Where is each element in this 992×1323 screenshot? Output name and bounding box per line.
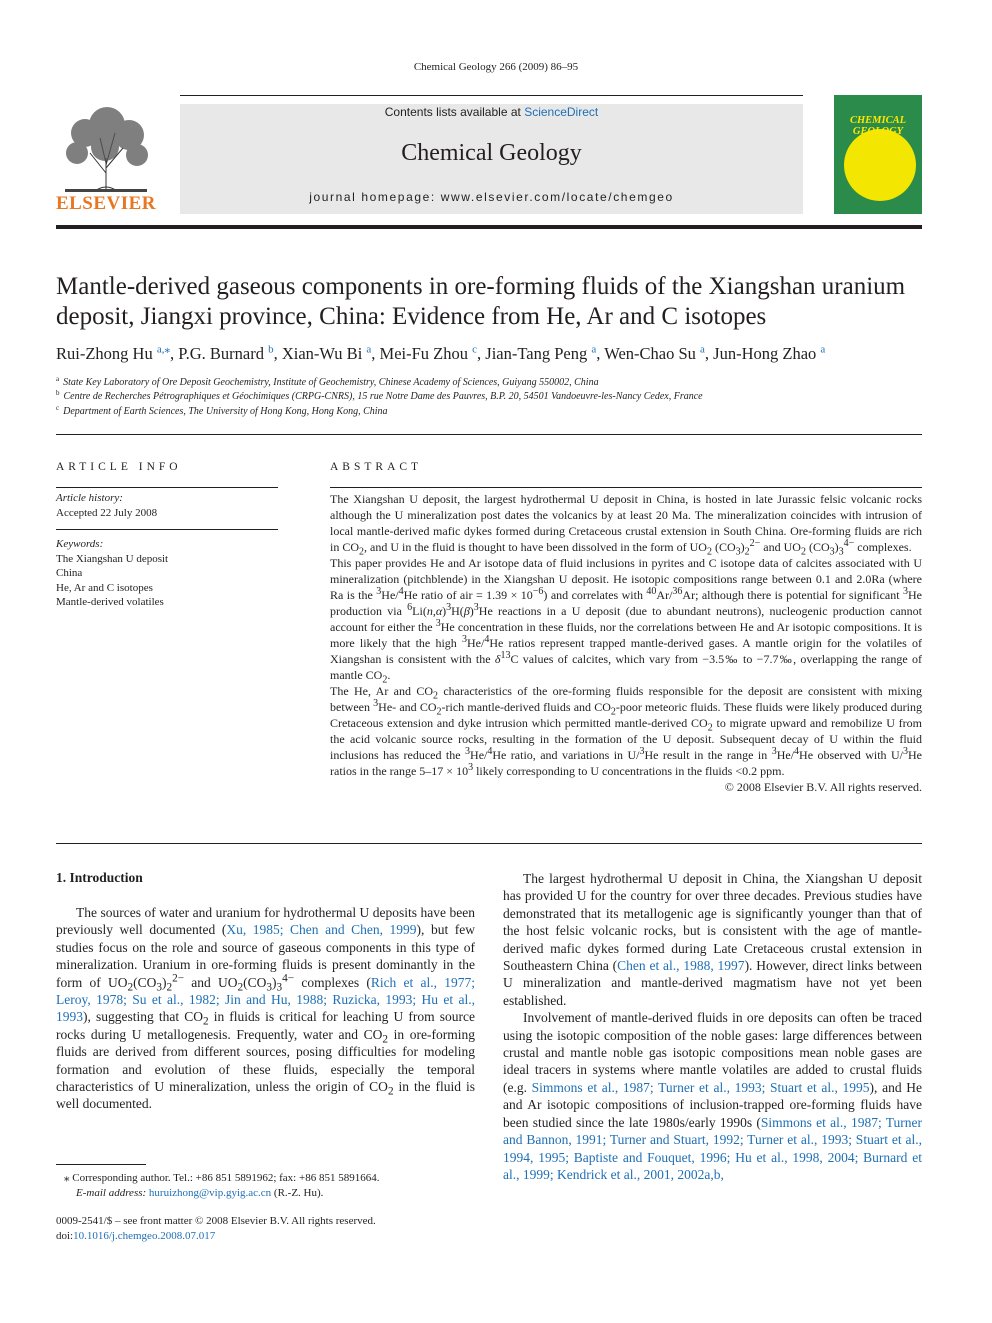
abstract-rule — [330, 487, 922, 488]
article-info-rule — [56, 487, 278, 488]
issn-line: 0009-2541/$ – see front matter © 2008 Elsevier B.V. All rights reserved. — [56, 1215, 376, 1227]
author[interactable]: Jun-Hong Zhao $^a$ — [713, 343, 826, 363]
journal-citation: Chemical Geology 266 (2009) 86–95 — [413, 61, 579, 73]
author[interactable]: Rui-Zhong Hu $^{a,⁎}$ — [56, 343, 170, 363]
author[interactable]: Mei-Fu Zhou $^c$ — [379, 343, 478, 363]
article-title: Mantle-derived gaseous components in ore-forming fluids of the Xiangshan uranium deposit, Jiangxi province, China: Evidence from He, Ar and C isotopes — [56, 273, 906, 330]
front-matter — [56, 1214, 476, 1244]
abstract-heading: ABSTRACT — [330, 461, 423, 473]
abstract-paragraph: The He, Ar and $CO_2$ characteristics of the ore-forming fluids responsible for the deposit are consistent with mixing between $^3$He- and $CO_2$-rich mantle-derived fluids and $CO_2$-poor meteoric fluids. These fluids were likely produced during Cretaceous extension and dyke intrusion which permitted mantle-derived $CO_2$ to migrate upward and remobilize U from the acid volcanic source rocks, resulting in the formation of the U deposit. Subsequent decay of U within the fluid inclusions has reduced the $^3$He/$^4$He ratio, and variations in U/$^3$He result in the range in $^3$He/$^4$He observed with U/$^3$He ratios in the range $5-17 \times 10^3$ likely corresponding to U concentrations in the fluids <0.2 ppm. — [330, 684, 923, 778]
keyword: Mantle-derived volatiles — [56, 596, 164, 608]
email-link[interactable]: huruizhong@vip.gyig.ac.cn — [148, 1187, 272, 1199]
email-line: E-mail address: huruizhong@vip.gyig.ac.cn (R.-Z. Hu). — [76, 1187, 324, 1199]
cover-title-line2: GEOLOGY — [852, 126, 904, 137]
keywords-block — [56, 537, 278, 610]
doi-line: doi:10.1016/j.chemgeo.2008.07.017 — [56, 1230, 216, 1242]
elsevier-logo[interactable] — [55, 103, 157, 215]
body-paragraph: The largest hydrothermal U deposit in China, the Xiangshan U deposit has provided U for the country for over three decades. Previous studies have demonstrated that its metallogenic age is significantly younger than that of the host felsic volcanic rocks, but is consistent with the age of mantle-derived mafic dykes formed during Late Cretaceous crustal extension in Southeastern China (Chen et al., 1988, 1997). However, direct links between U mineralization and mantle-derived magmatism have not yet been established. — [503, 871, 923, 1008]
article-history — [56, 491, 278, 520]
footnote-corresponding — [64, 1171, 484, 1201]
keyword: The Xiangshan U deposit — [56, 552, 169, 565]
journal-cover-thumbnail[interactable] — [834, 95, 922, 214]
body-rule — [56, 843, 922, 844]
author-list: Rui-Zhong Hu $^{a,⁎}$, P.G. Burnard $^b$, Xian-Wu Bi $^a$, Mei-Fu Zhou $^c$, Jian-Tang Peng $^a$, Wen-Chao Su $^a$, Jun-Hong Zhao $^a$ — [56, 343, 826, 363]
intro-left-column — [56, 904, 475, 1113]
abstract-paragraph: This paper provides He and Ar isotope data of fluid inclusions in pyrites and C isotope data of calcites associated with U mineralization (pitchblende) in the Xiangshan U deposit. He isotopic compositions range between 0.1 and 2.0Ra (where Ra is the $^3$He/$^4$He ratio of air = $1.39 \times 10^{-6}$) and correlates with $^{40}$Ar/$^{36}$Ar; although there is potential for significant $^3$He production via $^6Li(n,\alpha)^3H(\beta)^3He$ reactions in a U deposit (due to abundant neutrons), nucleogenic production cannot account for either the $^3$He concentration in these fluids, nor the correlations between He and Ar isotopic compositions. It is more likely that the high $^3$He/$^4$He ratios represent trapped mantle-derived gases. A mantle origin for the volatiles of Xiangshan is consistent with the $\delta^{13}C$ values of calcites, which vary from −3.5‰ to −7.7‰, overlapping the range of mantle $CO_2$. — [330, 556, 923, 686]
keywords-label: Keywords: — [56, 538, 104, 550]
doi-link[interactable]: 10.1016/j.chemgeo.2008.07.017 — [73, 1230, 216, 1242]
abstract-body — [330, 491, 922, 795]
header-rule — [180, 95, 803, 96]
keyword: China — [56, 567, 83, 579]
publisher-name: ELSEVIER — [55, 193, 157, 214]
author[interactable]: Wen-Chao Su $^a$ — [604, 343, 705, 363]
journal-title: Chemical Geology — [401, 140, 582, 166]
copyright-notice: © 2008 Elsevier B.V. All rights reserved. — [724, 780, 922, 794]
author[interactable]: P.G. Burnard $^b$ — [178, 343, 274, 363]
abstract-paragraph: The Xiangshan U deposit, the largest hydrothermal U deposit in China, is hosted in late Jurassic felsic volcanic rocks although the U mineralization post dates the volcanics by at least 20 Ma. The mineralization coincides with intrusion of local mantle-derived mafic dykes formed during Cretaceous crustal extension in South China. Ore-forming fluids are rich in $CO_2$, and U in the fluid is thought to have been dissolved in the form of $UO_2$ $(CO_3)_2^{2-}$ and $UO_2$ $(CO_3)_3^{4-}$ complexes. — [330, 492, 922, 558]
author[interactable]: Xian-Wu Bi $^a$ — [281, 343, 372, 363]
affiliation: $^c$ Department of Earth Sciences, The University of Hong Kong, Hong Kong, China — [56, 403, 388, 417]
keyword: He, Ar and C isotopes — [56, 581, 153, 594]
intro-right-column — [503, 870, 922, 1183]
article-info-heading: ARTICLE INFO — [56, 461, 182, 473]
journal-homepage[interactable]: journal homepage: www.elsevier.com/locate/chemgeo — [309, 190, 674, 204]
sciencedirect-link[interactable]: ScienceDirect — [524, 105, 599, 119]
cover-circle-graphic — [844, 129, 916, 201]
author[interactable]: Jian-Tang Peng $^a$ — [485, 343, 597, 363]
corresponding-author: ⁎ Corresponding author. Tel.: +86 851 5891962; fax: +86 851 5891664. — [64, 1172, 380, 1184]
affiliation: $^b$ Centre de Recherches Pétrographiques et Géochimiques (CRPG-CNRS), 15 rue Notre Dame des Pauvres, B.P. 20, 54501 Vandoeuvre-les-Nancy Cedex, France — [56, 388, 703, 402]
keywords-rule — [56, 529, 278, 530]
affiliation: $^a$ State Key Laboratory of Ore Deposit Geochemistry, Institute of Geochemistry, Chinese Academy of Sciences, Guiyang 550002, China — [56, 374, 599, 388]
contents-prefix: Contents lists available at — [384, 105, 521, 119]
contents-line — [180, 105, 803, 119]
masthead-bottom-rule — [56, 225, 922, 229]
body-paragraph: Involvement of mantle-derived fluids in ore deposits can often be traced using the isotopic composition of the noble gases: large differences between crustal and mantle noble gas isotopic compositions mean noble gases are ideal tracers in systems where mantle volatiles are added to crustal fluids (e.g. Simmons et al., 1987; Turner et al., 1993; Stuart et al., 1995), and He and Ar isotopic compositions of inclusion-trapped ore-forming fluids have been studied since the late 1980s/early 1990s (Simmons et al., 1987; Turner and Bannon, 1991; Turner and Stuart, 1992; Turner et al., 1993; Stuart et al., 1994, 1995; Baptiste and Fouquet, 1996; Hu et al., 1998, 2004; Burnard et al., 1999; Kendrick et al., 2001, 2002a,b, — [503, 1010, 922, 1182]
section-heading: 1. Introduction — [56, 870, 143, 885]
cover-title-line1: CHEMICAL — [849, 115, 907, 126]
history-label: Article history: — [56, 492, 123, 504]
affiliation-rule — [56, 434, 922, 435]
accepted-date: Accepted 22 July 2008 — [56, 506, 158, 519]
footnote-rule — [56, 1164, 146, 1165]
body-paragraph: The sources of water and uranium for hydrothermal U deposits have been previously well documented (Xu, 1985; Chen and Chen, 1999), but few studies focus on the role and source of gaseous components in this type of mineralization. Uranium in ore-forming fluids is present dominantly in the form of $UO_2(CO_3)_2^{2-}$ and $UO_2(CO_3)_3^{4-}$ complexes (Rich et al., 1977; Leroy, 1978; Su et al., 1982; Jin and Hu, 1988; Ruzicka, 1993; Hu et al., 1993), suggesting that $CO_2$ in fluids is critical for leaching U from source rocks during U metallogenesis. Frequently, water and $CO_2$ in ore-forming fluids are derived from different sources, posing difficulties for modeling formation and evolution of these fluids, especially the temporal characteristics of U mineralization, unless the origin of $CO_2$ in the fluid is well documented. — [56, 905, 476, 1112]
